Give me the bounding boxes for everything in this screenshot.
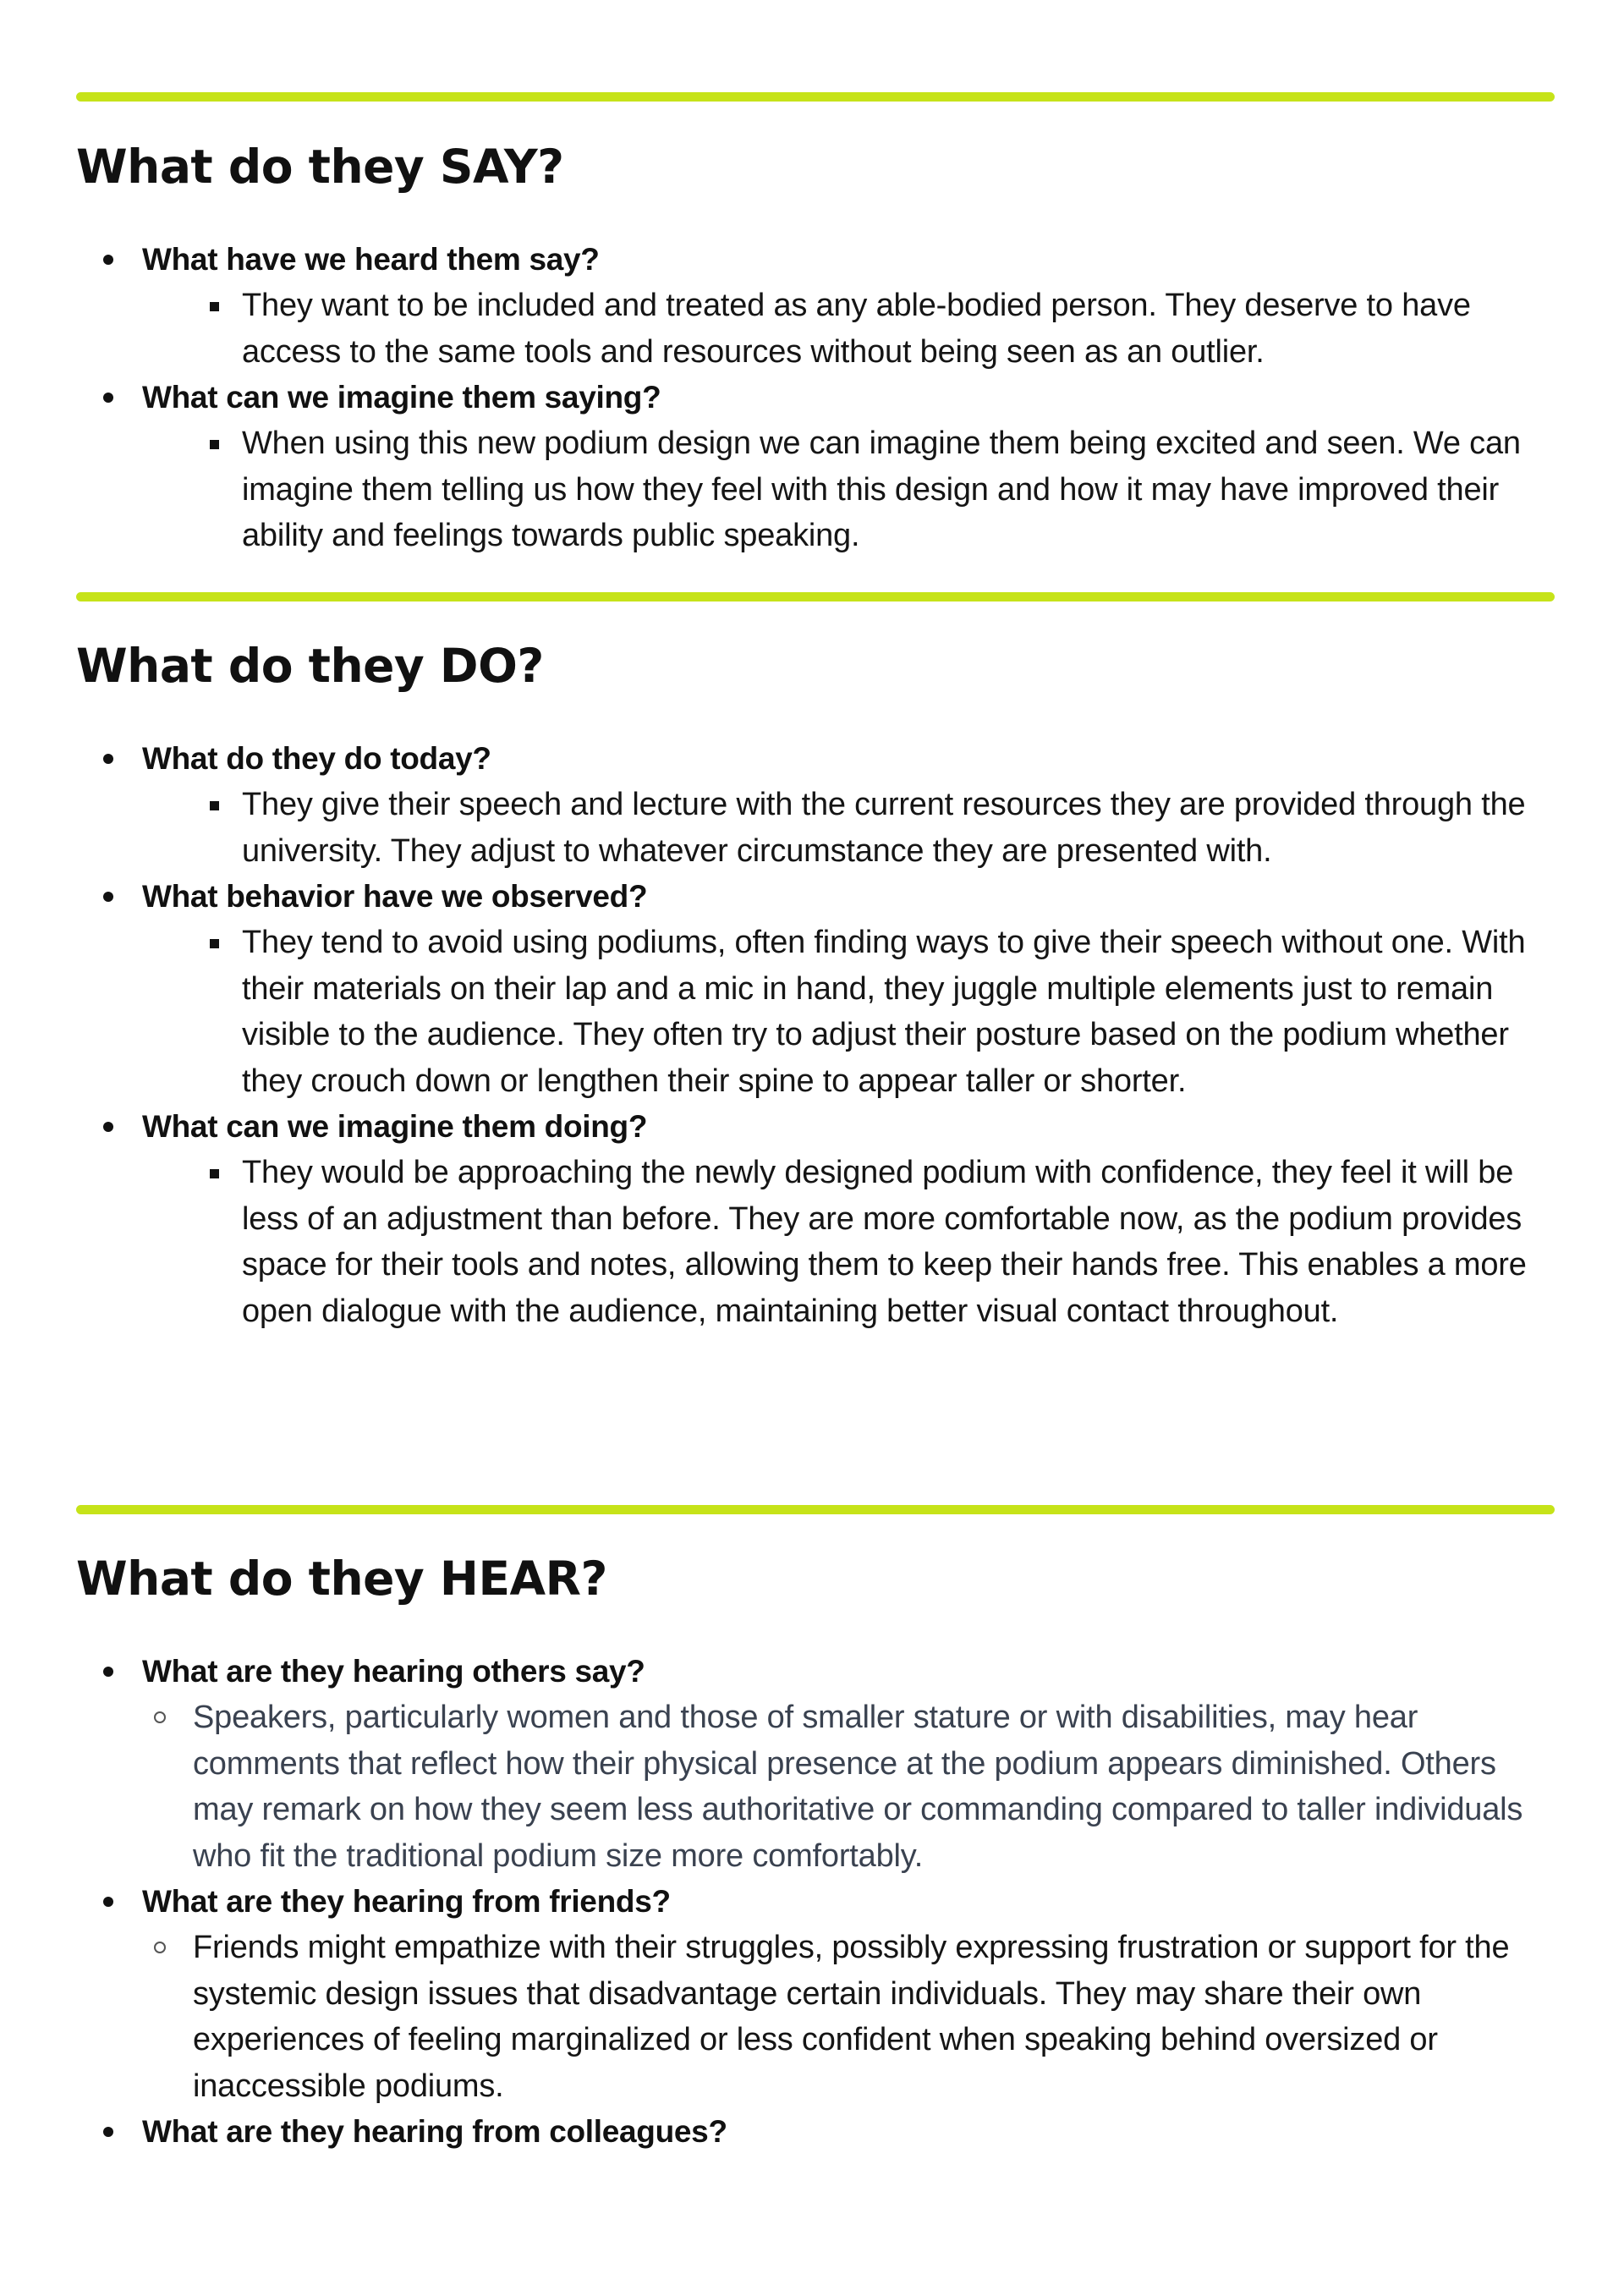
answer-item: When using this new podium design we can imagine them being excited and seen. We can imagine them telling us how they feel with this design and how it may have improved their ability and feelings towards public speaking. [142, 420, 1565, 559]
question-label: What do they do today? [142, 741, 491, 776]
answer-list [142, 420, 1565, 559]
question-list [76, 736, 1565, 1334]
answer-list [142, 920, 1565, 1104]
question-item [76, 1879, 1565, 2109]
question-item [76, 1104, 1565, 1334]
answer-item: They want to be included and treated as any able-bodied person. They deserve to have access to the same tools and resources without being seen as an outlier. [142, 283, 1565, 375]
answer-item: They give their speech and lecture with the current resources they are provided through the university. They adjust to whatever circumstance they are presented with. [142, 782, 1565, 874]
question-label: What behavior have we observed? [142, 879, 648, 914]
section-hear [76, 1549, 1565, 2155]
question-item [76, 736, 1565, 874]
question-label: What are they hearing others say? [142, 1654, 645, 1689]
section-title: What do they SAY? [76, 140, 564, 194]
question-label: What can we imagine them saying? [142, 380, 661, 415]
answer-list [142, 1925, 1565, 2109]
question-list [76, 237, 1565, 559]
section-say [76, 137, 1565, 559]
question-list [76, 1649, 1565, 2155]
question-label: What can we imagine them doing? [142, 1109, 648, 1144]
section-do [76, 636, 1565, 1334]
question-item [76, 2109, 1565, 2155]
section-divider [76, 92, 1555, 102]
answer-list [142, 1150, 1565, 1334]
answer-list [142, 782, 1565, 874]
question-label: What are they hearing from friends? [142, 1884, 671, 1919]
question-item [76, 1649, 1565, 1879]
answer-item: Speakers, particularly women and those of smaller stature or with disabilities, may hear comments that reflect how their physical presence at the podium appears diminished. Others may remark on how they seem less authoritative or commanding compared to taller individuals who fit the traditional podium size more comfortably. [142, 1695, 1565, 1879]
section-title: What do they DO? [76, 639, 544, 693]
answer-item: Friends might empathize with their struggles, possibly expressing frustration or support for the systemic design issues that disadvantage certain individuals. They may share their own experiences of feeling marginalized or less confident when speaking behind oversized or inaccessible podiums. [142, 1925, 1565, 2109]
section-divider [76, 592, 1555, 601]
answer-list [142, 283, 1565, 375]
answer-item: They tend to avoid using podiums, often finding ways to give their speech without one. With their materials on their lap and a mic in hand, they juggle multiple elements just to remain visible to the audience. They often try to adjust their posture based on the podium whether they crouch down or lengthen their spine to appear taller or shorter. [142, 920, 1565, 1104]
question-item [76, 375, 1565, 559]
question-item [76, 874, 1565, 1104]
question-label: What have we heard them say? [142, 242, 600, 277]
question-label: What are they hearing from colleagues? [142, 2114, 727, 2149]
section-divider [76, 1505, 1555, 1514]
answer-item: They would be approaching the newly designed podium with confidence, they feel it will be less of an adjustment than before. They are more comfortable now, as the podium provides space for their tools and notes, allowing them to keep their hands free. This enables a more open dialogue with the audience, maintaining better visual contact throughout. [142, 1150, 1565, 1334]
section-title: What do they HEAR? [76, 1552, 607, 1606]
answer-list [142, 1695, 1565, 1879]
question-item [76, 237, 1565, 375]
